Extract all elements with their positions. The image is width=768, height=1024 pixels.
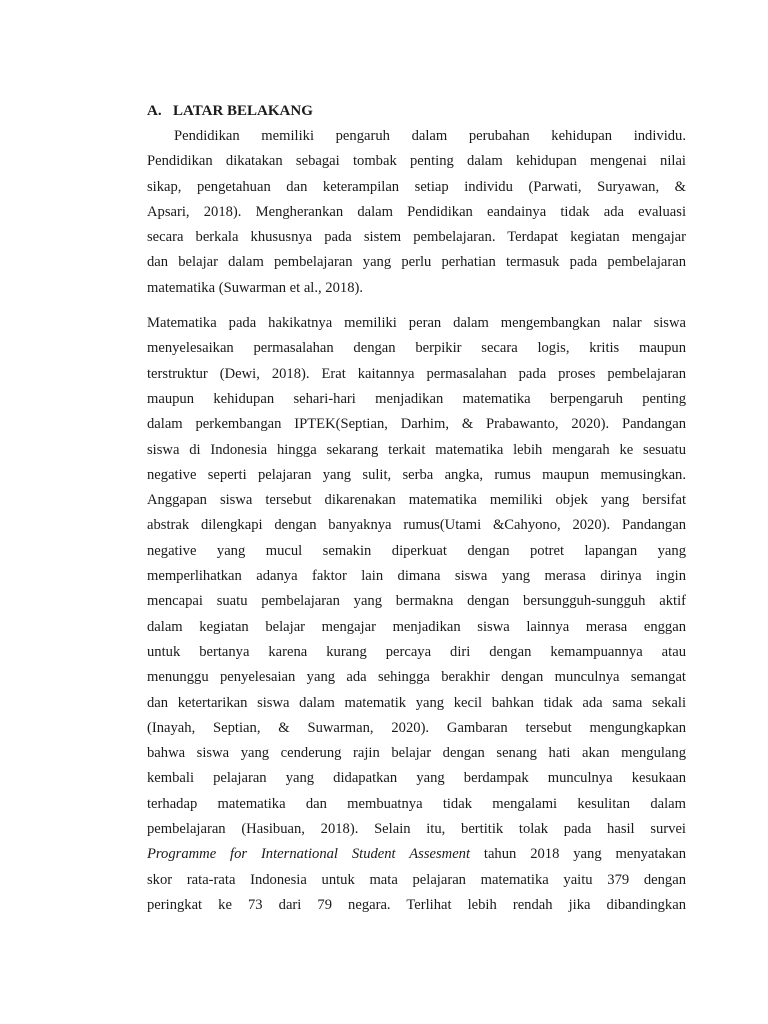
- paragraph-line: pembelajaran (Hasibuan, 2018). Selain itu, bertitik tolak pada hasil survei: [147, 821, 686, 838]
- paragraph-line: abstrak dilengkapi dengan banyaknya rumus(Utami &Cahyono, 2020). Pandangan: [147, 517, 686, 534]
- section-heading: [147, 98, 686, 124]
- paragraph-line: negative yang mucul semakin diperkuat dengan potret lapangan yang: [147, 542, 686, 559]
- survey-name: Programme for International Student Assesment: [147, 846, 471, 863]
- paragraph-line: secara berkala khususnya pada sistem pembelajaran. Terdapat kegiatan mengajar: [147, 229, 686, 246]
- paragraph-line: mencapai suatu pembelajaran yang bermakna dengan bersungguh-sungguh aktif: [147, 593, 686, 610]
- paragraph-line: menunggu penyelesaian yang ada sehingga berakhir dengan munculnya semangat: [147, 669, 686, 686]
- paragraph-line: untuk bertanya karena kurang percaya diri dengan kemampuannya atau: [147, 643, 686, 660]
- paragraph-2: [147, 311, 686, 918]
- paragraph-line-survey: [147, 842, 686, 867]
- paragraph-line: memperlihatkan adanya faktor lain dimana siswa yang merasa dirinya ingin: [147, 568, 686, 585]
- section-title: LATAR BELAKANG: [173, 103, 313, 119]
- paragraph-line: Pendidikan memiliki pengaruh dalam perubahan kehidupan individu.: [174, 128, 686, 144]
- paragraph-line: Matematika pada hakikatnya memiliki peran dalam mengembangkan nalar siswa: [147, 315, 686, 332]
- paragraph-line: dalam perkembangan IPTEK(Septian, Darhim, & Prabawanto, 2020). Pandangan: [147, 416, 686, 433]
- paragraph-line: menyelesaikan permasalahan dengan berpikir secara logis, kritis maupun: [147, 340, 686, 357]
- paragraph-line: terstruktur (Dewi, 2018). Erat kaitannya permasalahan pada proses pembelajaran: [147, 365, 686, 382]
- paragraph-line: dan ketertarikan siswa dalam matematik yang kecil bahkan tidak ada sama sekali: [147, 694, 686, 711]
- paragraph-line: (Inayah, Septian, & Suwarman, 2020). Gambaran tersebut mengungkapkan: [147, 719, 686, 736]
- paragraph-line: Anggapan siswa tersebut dikarenakan matematika memiliki objek yang bersifat: [147, 492, 686, 509]
- paragraph-line: maupun kehidupan sehari-hari menjadikan matematika berpengaruh penting: [147, 390, 686, 407]
- paragraph-line: peringkat ke 73 dari 79 negara. Terlihat lebih rendah jika dibandingkan: [147, 896, 686, 913]
- document-body: [147, 98, 686, 918]
- paragraph-line: dalam kegiatan belajar mengajar menjadikan siswa lainnya merasa enggan: [147, 618, 686, 635]
- paragraph-line: kembali pelajaran yang didapatkan yang berdampak munculnya kesukaan: [147, 770, 686, 787]
- paragraph-line: negative seperti pelajaran yang sulit, serba angka, rumus maupun memusingkan.: [147, 466, 686, 483]
- paragraph-line: matematika (Suwarman et al., 2018).: [147, 279, 363, 296]
- paragraph-line: Apsari, 2018). Mengherankan dalam Pendidikan eandainya tidak ada evaluasi: [147, 203, 686, 220]
- paragraph-line: Pendidikan dikatakan sebagai tombak penting dalam kehidupan mengenai nilai: [147, 153, 686, 170]
- paragraph-line: bahwa siswa yang cenderung rajin belajar dengan senang hati akan mengulang: [147, 745, 686, 762]
- paragraph-line: sikap, pengetahuan dan keterampilan setiap individu (Parwati, Suryawan, &: [147, 178, 686, 195]
- paragraph-line: dan belajar dalam pembelajaran yang perlu perhatian termasuk pada pembelajaran: [147, 254, 686, 271]
- survey-line-rest: tahun 2018 yang menyatakan: [470, 846, 686, 863]
- paragraph-line: siswa di Indonesia hingga sekarang terkait matematika lebih mengarah ke sesuatu: [147, 441, 686, 458]
- section-number: A.: [147, 103, 162, 119]
- paragraph-line: skor rata-rata Indonesia untuk mata pelajaran matematika yaitu 379 dengan: [147, 871, 686, 888]
- paragraph-1: [147, 124, 686, 301]
- paragraph-line: terhadap matematika dan membuatnya tidak mengalami kesulitan dalam: [147, 795, 686, 812]
